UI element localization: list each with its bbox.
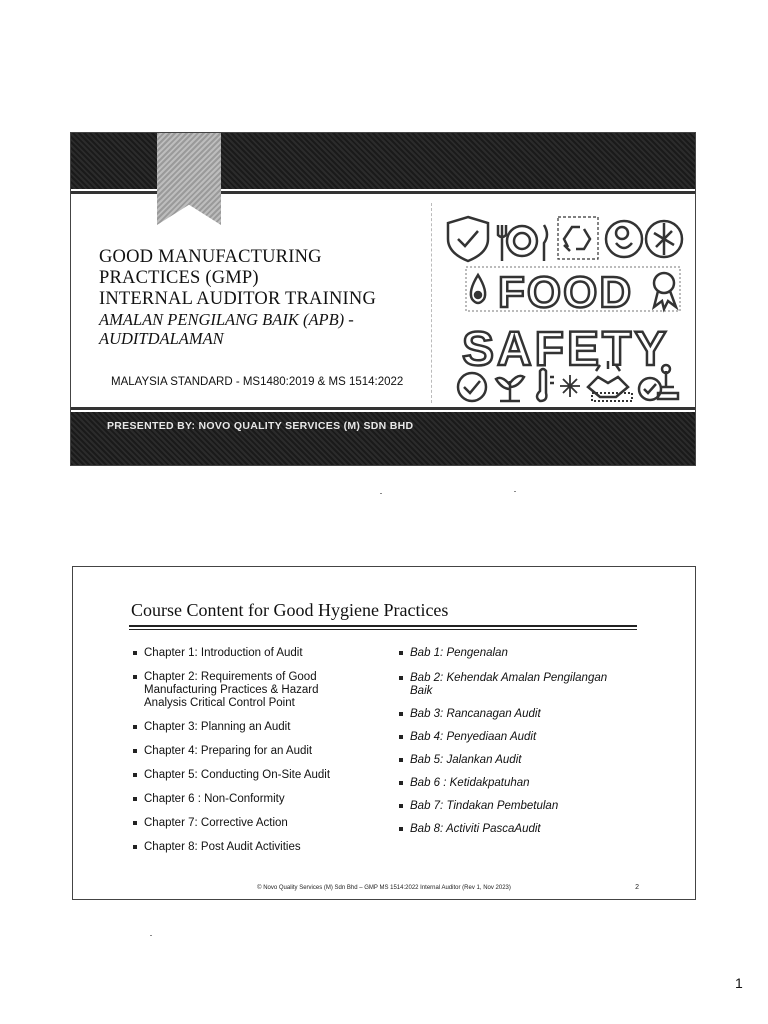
scan-speck — [150, 935, 152, 936]
list-item: Bab 3: Rancanagan Audit — [397, 708, 637, 721]
standard-reference: MALAYSIA STANDARD - MS1480:2019 & MS 1514:2022 — [111, 376, 404, 388]
drop-icon — [471, 275, 485, 303]
slide-subtitle — [99, 310, 439, 348]
bookmark-ribbon — [157, 133, 221, 225]
safety-word: SAFETY — [462, 323, 670, 376]
list-item: Bab 4: Penyediaan Audit — [397, 731, 637, 744]
slide-number: 2 — [635, 884, 639, 891]
slide-heading: Course Content for Good Hygiene Practices — [131, 600, 449, 620]
slide-footer: © Novo Quality Services (M) Sdn Bhd – GMP MS 1514:2022 Internal Auditor (Rev 1, Nov 2023) — [257, 885, 511, 891]
slide-title-line: INTERNAL AUDITOR TRAINING — [99, 289, 376, 309]
slide-subtitle-line: AMALAN PENGILANG BAIK (APB) - — [99, 310, 354, 329]
list-item: Chapter 2: Requirements of Good Manufacturing Practices & Hazard Analysis Critical Control Point — [131, 671, 371, 710]
snowflake-icon — [560, 375, 580, 397]
presenter-credit: PRESENTED BY: NOVO QUALITY SERVICES (M) SDN BHD — [107, 420, 414, 432]
list-item: Bab 6 : Ketidakpatuhan — [397, 777, 637, 790]
chapter-list-malay — [397, 647, 637, 846]
food-safety-graphic — [431, 203, 690, 403]
contamination-icon — [646, 221, 682, 257]
food-safety-illustration — [432, 203, 690, 403]
slide-title-line: PRACTICES (GMP) — [99, 268, 259, 288]
list-item: Bab 2: Kehendak Amalan Pengilangan Baik — [397, 672, 637, 698]
food-word: FOOD — [498, 268, 634, 317]
scan-speck — [514, 491, 516, 492]
heading-rule-thin — [129, 629, 637, 630]
seedling-icon — [496, 376, 524, 401]
page-number: 1 — [735, 975, 743, 991]
scan-speck — [380, 493, 382, 494]
course-content-slide — [72, 566, 696, 900]
quality-badge-icon — [654, 273, 676, 309]
check-circle-icon — [458, 373, 486, 401]
slide-title-line: GOOD MANUFACTURING — [99, 247, 322, 267]
footer-rule — [71, 407, 695, 410]
slide-title — [99, 247, 439, 310]
list-item: Chapter 1: Introduction of Audit — [131, 647, 371, 660]
hand-ok-icon — [606, 221, 642, 257]
list-item: Chapter 3: Planning an Audit — [131, 721, 371, 734]
recycle-icon — [558, 217, 598, 259]
list-item: Chapter 6 : Non-Conformity — [131, 793, 371, 806]
list-item: Bab 5: Jalankan Audit — [397, 754, 637, 767]
list-item: Bab 1: Pengenalan — [397, 647, 637, 660]
shield-check-icon — [448, 217, 488, 261]
chapter-list-english — [131, 647, 371, 865]
list-item: Chapter 5: Conducting On-Site Audit — [131, 769, 371, 782]
title-slide — [70, 132, 696, 466]
slide-subtitle-line: AUDITDALAMAN — [99, 329, 224, 348]
plate-cutlery-icon — [498, 225, 547, 261]
list-item: Chapter 4: Preparing for an Audit — [131, 745, 371, 758]
list-item: Bab 8: Activiti PascaAudit — [397, 823, 637, 836]
list-item: Chapter 7: Corrective Action — [131, 817, 371, 830]
list-item: Chapter 8: Post Audit Activities — [131, 841, 371, 854]
list-item: Bab 7: Tindakan Pembetulan — [397, 800, 637, 813]
heading-rule — [129, 625, 637, 627]
